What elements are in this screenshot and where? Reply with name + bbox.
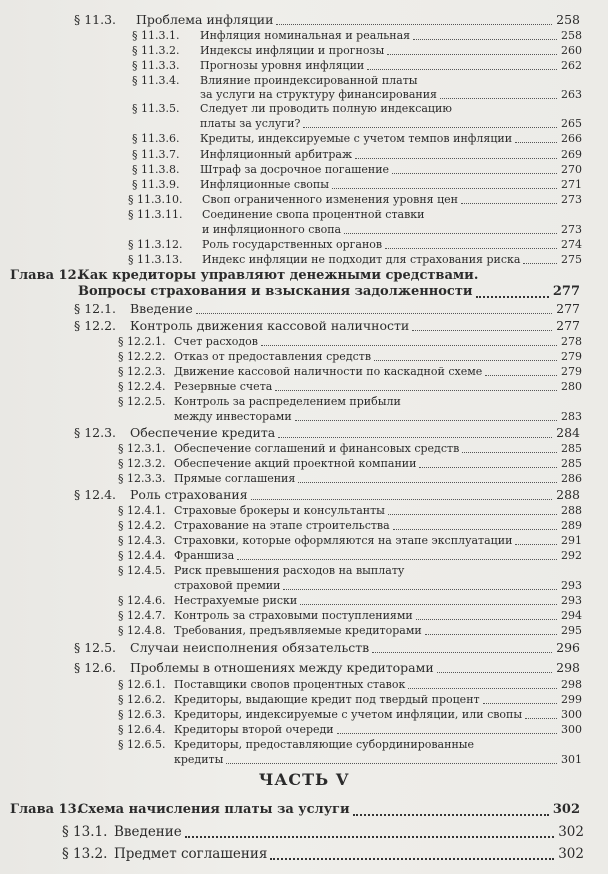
- toc-entry-title: за услуги на структуру финансирования: [200, 88, 437, 101]
- toc-entry-row: [0, 301, 608, 317]
- toc-page-number: 273: [561, 193, 582, 206]
- toc-dot-leader: [425, 634, 557, 635]
- toc-entry-number: § 12.4.7.: [118, 609, 166, 622]
- toc-entry-title: Обеспечение акций проектной компании: [174, 457, 417, 470]
- toc-dot-leader: [278, 437, 552, 438]
- toc-dot-leader: [419, 467, 557, 468]
- toc-dot-leader: [461, 203, 557, 204]
- toc-entry-title: Инфляционные свопы: [200, 178, 329, 191]
- toc-entry-number: § 12.2.3.: [118, 365, 166, 378]
- toc-page-number: 298: [556, 660, 580, 675]
- toc-page-number: 283: [561, 410, 582, 423]
- toc-page-number: 289: [561, 519, 582, 532]
- toc-page-number: 277: [556, 318, 580, 333]
- toc-page-number: 271: [561, 178, 582, 191]
- toc-entry-row: [0, 58, 608, 74]
- toc-entry-row: [0, 563, 608, 579]
- toc-page-number: 274: [561, 238, 582, 251]
- toc-page-number: 292: [561, 549, 582, 562]
- toc-page-number: 299: [561, 693, 582, 706]
- toc-entry-row: [0, 162, 608, 178]
- toc-dot-leader: [332, 188, 557, 189]
- toc-entry-number: § 12.4.6.: [118, 594, 166, 607]
- toc-entry-row: [0, 471, 608, 487]
- toc-page-number: 284: [556, 425, 580, 440]
- toc-entry-title: Обеспечение кредита: [130, 425, 276, 440]
- toc-dot-leader: [485, 375, 557, 376]
- toc-entry-row: [0, 752, 608, 768]
- toc-entry-title: Кредиторы, предоставляющие субординированные: [174, 738, 475, 751]
- toc-entry-title: Как кредиторы управляют денежными средствами.: [78, 268, 479, 283]
- toc-entry-row: [0, 43, 608, 59]
- toc-dot-leader: [275, 390, 557, 391]
- toc-entry-title: Контроль за распределением прибыли: [174, 395, 401, 408]
- toc-dot-leader: [226, 763, 557, 764]
- toc-entry-row: [0, 503, 608, 519]
- toc-page-number: 263: [561, 88, 582, 101]
- toc-entry-title: Поставщики свопов процентных ставок: [174, 678, 406, 691]
- toc-entry-number: § 11.3.2.: [132, 44, 180, 57]
- toc-entry-number: Глава 12.: [10, 268, 82, 283]
- toc-page-number: 300: [561, 723, 582, 736]
- toc-entry-title: Резервные счета: [174, 380, 273, 393]
- toc-entry-title: Индексы инфляции и прогнозы: [200, 44, 385, 57]
- toc-page-number: 288: [556, 487, 580, 502]
- toc-page-number: 269: [561, 148, 582, 161]
- toc-entry-row: [0, 846, 608, 862]
- toc-entry-number: § 12.2.2.: [118, 350, 166, 363]
- toc-entry-number: § 12.6.4.: [118, 723, 166, 736]
- toc-dot-leader: [388, 514, 557, 515]
- toc-entry-title: Влияние проиндексированной платы: [200, 74, 418, 87]
- toc-entry-row: [0, 116, 608, 132]
- toc-dot-leader: [344, 233, 557, 234]
- toc-dot-leader: [462, 452, 557, 453]
- toc-dot-leader: [374, 360, 557, 361]
- toc-page-number: 301: [561, 753, 582, 766]
- toc-dot-leader: [416, 619, 557, 620]
- toc-entry-title: Отказ от предоставления средств: [174, 350, 372, 363]
- toc-entry-row: [0, 677, 608, 693]
- toc-chapter-row: [0, 284, 608, 300]
- toc-dot-leader: [483, 703, 557, 704]
- toc-entry-title: Индекс инфляции не подходит для страхования риска: [202, 253, 521, 266]
- toc-entry-row: [0, 101, 608, 117]
- toc-entry-row: [0, 334, 608, 350]
- toc-entry-number: § 12.4.1.: [118, 504, 166, 517]
- toc-entry-title: Штраф за досрочное погашение: [200, 163, 390, 176]
- toc-entry-number: § 12.2.4.: [118, 380, 166, 393]
- toc-page-number: 266: [561, 132, 582, 145]
- toc-page-number: 278: [561, 335, 582, 348]
- toc-entry-number: § 12.4.5.: [118, 564, 166, 577]
- toc-entry-number: § 11.3.6.: [132, 132, 180, 145]
- toc-entry-number: § 12.3.1.: [118, 442, 166, 455]
- toc-entry-row: [0, 207, 608, 223]
- toc-dot-leader: [392, 173, 557, 174]
- toc-dot-leader: [413, 39, 557, 40]
- toc-entry-number: § 13.2.: [62, 846, 108, 862]
- toc-dot-leader: [476, 296, 549, 298]
- toc-entry-number: § 12.1.: [74, 301, 117, 316]
- toc-dot-leader: [393, 529, 557, 530]
- toc-entry-row: [0, 237, 608, 253]
- toc-entry-number: § 12.6.: [74, 660, 117, 675]
- toc-page-number: 265: [561, 117, 582, 130]
- toc-entry-number: § 11.3.13.: [128, 253, 183, 266]
- toc-dot-leader: [372, 652, 552, 653]
- toc-entry-number: § 11.3.3.: [132, 59, 180, 72]
- toc-entry-row: [0, 379, 608, 395]
- toc-dot-leader: [303, 127, 557, 128]
- toc-entry-number: § 12.4.: [74, 487, 117, 502]
- toc-entry-row: [0, 28, 608, 44]
- toc-page-number: 273: [561, 223, 582, 236]
- toc-entry-row: [0, 12, 608, 28]
- toc-dot-leader: [337, 733, 557, 734]
- toc-entry-number: § 12.3.: [74, 425, 117, 440]
- toc-entry-number: § 11.3.4.: [132, 74, 180, 87]
- toc-entry-title: Введение: [114, 824, 182, 840]
- toc-dot-leader: [412, 330, 552, 331]
- toc-entry-title: Введение: [130, 301, 193, 316]
- toc-dot-leader: [283, 589, 557, 590]
- toc-entry-row: [0, 533, 608, 549]
- toc-entry-title: кредиты: [174, 753, 224, 766]
- toc-dot-leader: [355, 158, 557, 159]
- toc-entry-row: [0, 177, 608, 193]
- toc-entry-title: Страхование на этапе строительства: [174, 519, 390, 532]
- toc-page-number: 291: [561, 534, 582, 547]
- toc-entry-row: [0, 578, 608, 594]
- toc-entry-title: Движение кассовой наличности по каскадной схеме: [174, 365, 483, 378]
- toc-dot-leader: [515, 544, 557, 545]
- toc-entry-row: [0, 640, 608, 656]
- toc-entry-row: [0, 349, 608, 365]
- toc-dot-leader: [525, 718, 557, 719]
- toc-page-number: 302: [558, 846, 584, 862]
- toc-dot-leader: [196, 313, 552, 314]
- toc-page-number: 293: [561, 579, 582, 592]
- toc-page-number: 286: [561, 472, 582, 485]
- toc-entry-row: [0, 518, 608, 534]
- toc-entry-row: [0, 660, 608, 676]
- toc-page-number: 288: [561, 504, 582, 517]
- toc-chapter-row: [0, 268, 608, 284]
- toc-entry-number: § 12.3.3.: [118, 472, 166, 485]
- toc-entry-row: [0, 722, 608, 738]
- toc-page-number: 270: [561, 163, 582, 176]
- toc-entry-title: Предмет соглашения: [114, 846, 268, 862]
- toc-entry-number: § 11.3.9.: [132, 178, 180, 191]
- toc-entry-number: § 11.3.5.: [132, 102, 180, 115]
- toc-page-number: 279: [561, 365, 582, 378]
- toc-page-number: 293: [561, 594, 582, 607]
- toc-entry-title: Проблема инфляции: [136, 12, 274, 27]
- toc-dot-leader: [237, 559, 557, 560]
- toc-dot-leader: [251, 499, 552, 500]
- toc-entry-row: [0, 364, 608, 380]
- toc-chapter-row: [0, 802, 608, 818]
- toc-entry-row: [0, 409, 608, 425]
- toc-entry-title: Схема начисления платы за услуги: [78, 802, 350, 817]
- toc-entry-title: Роль государственных органов: [202, 238, 383, 251]
- toc-entry-row: [0, 608, 608, 624]
- toc-dot-leader: [185, 836, 554, 838]
- toc-entry-row: [0, 824, 608, 840]
- toc-entry-number: § 12.6.1.: [118, 678, 166, 691]
- toc-page-number: 285: [561, 457, 582, 470]
- toc-entry-number: § 11.3.1.: [132, 29, 180, 42]
- toc-entry-number: § 12.6.3.: [118, 708, 166, 721]
- toc-entry-row: [0, 222, 608, 238]
- toc-entry-title: Вопросы страхования и взыскания задолженности: [78, 284, 473, 299]
- toc-entry-number: § 11.3.12.: [128, 238, 183, 251]
- toc-entry-title: платы за услуги?: [200, 117, 301, 130]
- toc-page-number: 277: [552, 284, 580, 299]
- toc-entry-title: Прогнозы уровня инфляции: [200, 59, 365, 72]
- toc-dot-leader: [261, 345, 557, 346]
- toc-entry-number: § 12.2.5.: [118, 395, 166, 408]
- toc-entry-number: § 12.5.: [74, 640, 117, 655]
- toc-dot-leader: [440, 98, 557, 99]
- toc-entry-number: § 12.6.2.: [118, 693, 166, 706]
- toc-dot-leader: [298, 482, 557, 483]
- toc-entry-title: страховой премии: [174, 579, 281, 592]
- toc-entry-row: [0, 192, 608, 208]
- toc-entry-row: [0, 548, 608, 564]
- toc-entry-title: Соединение свопа процентной ставки: [202, 208, 425, 221]
- toc-entry-number: Глава 13.: [10, 802, 82, 817]
- toc-entry-row: [0, 252, 608, 268]
- toc-entry-title: Инфляционный арбитраж: [200, 148, 353, 161]
- toc-entry-title: Роль страхования: [130, 487, 248, 502]
- toc-entry-title: и инфляционного свопа: [202, 223, 342, 236]
- toc-entry-number: § 12.2.: [74, 318, 117, 333]
- toc-entry-title: Инфляция номинальная и реальная: [200, 29, 411, 42]
- toc-entry-row: [0, 593, 608, 609]
- toc-entry-row: [0, 737, 608, 753]
- toc-entry-number: § 12.4.2.: [118, 519, 166, 532]
- toc-entry-row: [0, 425, 608, 441]
- toc-entry-number: § 11.3.8.: [132, 163, 180, 176]
- toc-page-number: 302: [558, 824, 584, 840]
- toc-dot-leader: [295, 420, 557, 421]
- toc-entry-title: Кредиты, индексируемые с учетом темпов инфляции: [200, 132, 513, 145]
- toc-dot-leader: [300, 604, 557, 605]
- toc-entry-title: Своп ограниченного изменения уровня цен: [202, 193, 459, 206]
- toc-entry-number: § 12.6.5.: [118, 738, 166, 751]
- toc-entry-number: § 11.3.11.: [128, 208, 183, 221]
- toc-entry-row: [0, 131, 608, 147]
- toc-entry-title: Прямые соглашения: [174, 472, 296, 485]
- toc-page-number: 295: [561, 624, 582, 637]
- toc-entry-row: [0, 394, 608, 410]
- toc-entry-row: [0, 318, 608, 334]
- toc-entry-title: Контроль за страховыми поступлениями: [174, 609, 413, 622]
- toc-entry-title: Следует ли проводить полную индексацию: [200, 102, 452, 115]
- toc-dot-leader: [276, 24, 552, 25]
- toc-entry-title: Обеспечение соглашений и финансовых средств: [174, 442, 460, 455]
- toc-entry-title: Страховки, которые оформляются на этапе эксплуатации: [174, 534, 513, 547]
- toc-page-number: 277: [556, 301, 580, 316]
- toc-entry-title: Кредиторы, выдающие кредит под твердый процент: [174, 693, 480, 706]
- toc-entry-number: § 12.2.1.: [118, 335, 166, 348]
- toc-entry-number: § 13.1.: [62, 824, 108, 840]
- toc-entry-row: [0, 441, 608, 457]
- toc-dot-leader: [523, 263, 557, 264]
- toc-entry-row: [0, 707, 608, 723]
- toc-entry-row: [0, 487, 608, 503]
- toc-entry-number: § 12.4.8.: [118, 624, 166, 637]
- toc-dot-leader: [367, 69, 557, 70]
- toc-entry-title: Страховые брокеры и консультанты: [174, 504, 385, 517]
- toc-entry-row: [0, 623, 608, 639]
- toc-page-number: 258: [561, 29, 582, 42]
- toc-page-number: 279: [561, 350, 582, 363]
- toc-entry-row: [0, 692, 608, 708]
- toc-entry-title: Кредиторы второй очереди: [174, 723, 334, 736]
- toc-entry-number: § 11.3.: [74, 12, 117, 27]
- toc-page-number: 280: [561, 380, 582, 393]
- part-heading: ЧАСТЬ V: [258, 770, 350, 789]
- toc-page-number: 300: [561, 708, 582, 721]
- toc-entry-number: § 11.3.7.: [132, 148, 180, 161]
- toc-entry-number: § 12.4.3.: [118, 534, 166, 547]
- toc-page-number: 260: [561, 44, 582, 57]
- toc-dot-leader: [385, 248, 557, 249]
- toc-entry-title: Случаи неисполнения обязательств: [130, 640, 370, 655]
- toc-dot-leader: [387, 54, 557, 55]
- toc-entry-row: [0, 456, 608, 472]
- toc-entry-number: § 12.3.2.: [118, 457, 166, 470]
- toc-entry-title: Проблемы в отношениях между кредиторами: [130, 660, 434, 675]
- toc-dot-leader: [515, 142, 557, 143]
- toc-entry-title: между инвесторами: [174, 410, 292, 423]
- toc-entry-title: Франшиза: [174, 549, 235, 562]
- toc-page-number: 285: [561, 442, 582, 455]
- toc-page-number: 275: [561, 253, 582, 266]
- toc-entry-number: § 11.3.10.: [128, 193, 183, 206]
- toc-entry-title: Кредиторы, индексируемые с учетом инфляции, или свопы: [174, 708, 523, 721]
- toc-page-number: 298: [561, 678, 582, 691]
- toc-dot-leader: [270, 858, 554, 860]
- toc-entry-title: Нестрахуемые риски: [174, 594, 298, 607]
- toc-entry-title: Требования, предъявляемые кредиторами: [174, 624, 422, 637]
- toc-page-number: 296: [556, 640, 580, 655]
- toc-page-number: 262: [561, 59, 582, 72]
- toc-entry-title: Контроль движения кассовой наличности: [130, 318, 410, 333]
- toc-entry-number: § 12.4.4.: [118, 549, 166, 562]
- toc-dot-leader: [437, 672, 552, 673]
- toc-page-number: 258: [556, 12, 580, 27]
- toc-dot-leader: [353, 814, 549, 816]
- toc-entry-title: Счет расходов: [174, 335, 258, 348]
- toc-entry-title: Риск превышения расходов на выплату: [174, 564, 405, 577]
- toc-dot-leader: [408, 688, 557, 689]
- toc-page-number: 302: [552, 802, 580, 817]
- toc-page-number: 294: [561, 609, 582, 622]
- toc-entry-row: [0, 147, 608, 163]
